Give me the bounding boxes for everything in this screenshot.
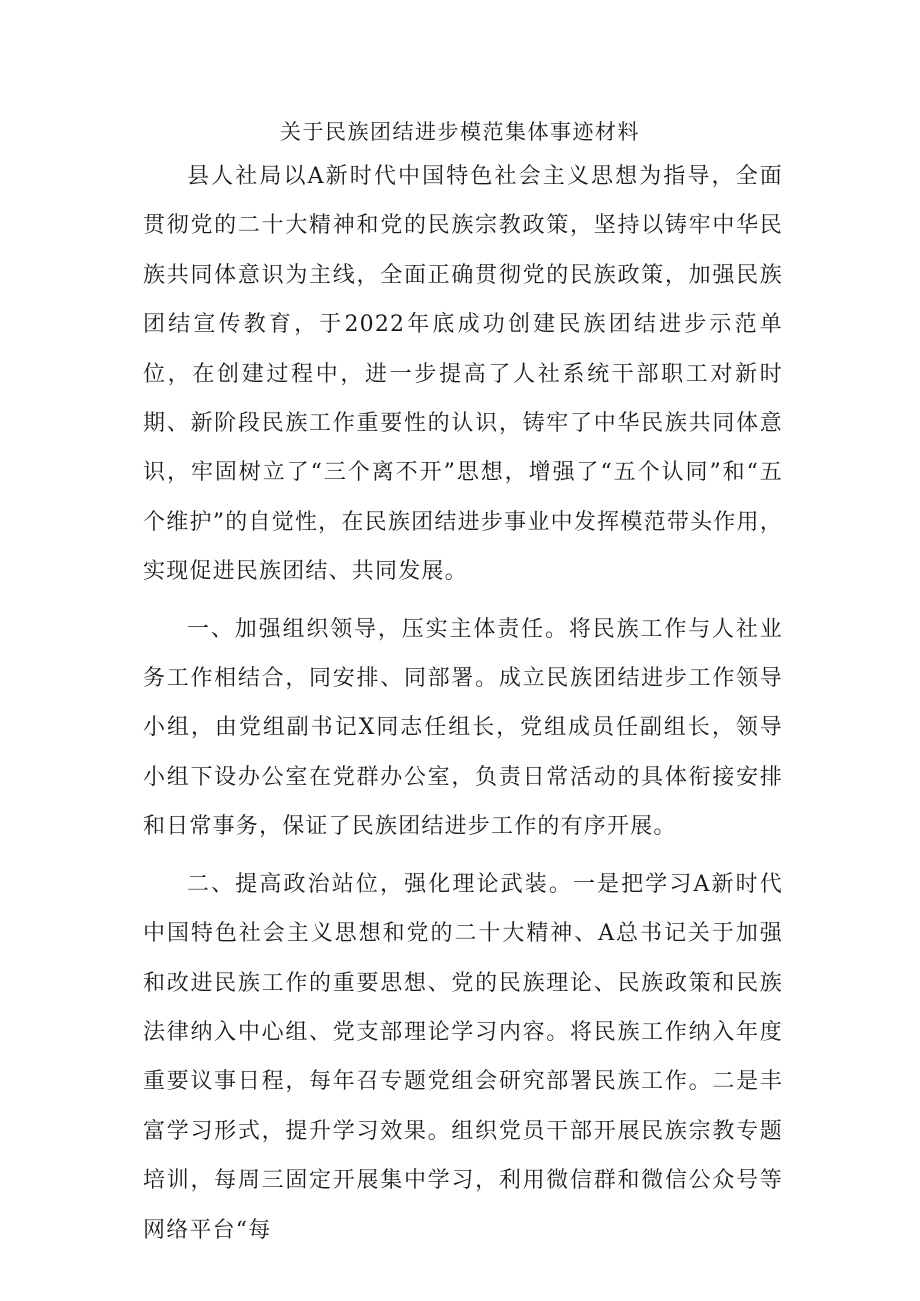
document-body (143, 152, 783, 1263)
paragraph-political-theory: 二、提高政治站位，强化理论武装。一是把学习A新时代中国特色社会主义思想和党的二十大精神、A总书记关于加强和改进民族工作的重要思想、党的民族理论、民族政策和民族法律纳入中心组、党支部理论学习内容。将民族工作纳入年度重要议事日程，每年召专题党组会研究部署民族工作。二是丰富学习形式，提升学习效果。组织党员干部开展民族宗教专题培训，每周三固定开展集中学习，利用微信群和微信公众号等网络平台“每 (143, 871, 783, 1243)
paragraph-organization-leadership: 一、加强组织领导，压实主体责任。将民族工作与人社业务工作相结合，同安排、同部署。成立民族团结进步工作领导小组，由党组副书记X同志任组长，党组成员任副组长，领导小组下设办公室在党群办公室，负责日常活动的具体衔接安排和日常事务，保证了民族团结进步工作的有序开展。 (143, 616, 783, 840)
document-title: 关于民族团结进步模范集体事迹材料 (280, 120, 640, 144)
paragraph-intro: 县人社局以A新时代中国特色社会主义思想为指导，全面贯彻党的二十大精神和党的民族宗教政策，坚持以铸牢中华民族共同体意识为主线，全面正确贯彻党的民族政策，加强民族团结宣传教育，于2022年底成功创建民族团结进步示范单位，在创建过程中，进一步提高了人社系统干部职工对新时期、新阶段民族工作重要性的认识，铸牢了中华民族共同体意识，牢固树立了“三个离不开”思想，增强了“五个认同”和“五个维护”的自觉性，在民族团结进步事业中发挥模范带头作用，实现促进民族团结、共同发展。 (143, 164, 783, 585)
